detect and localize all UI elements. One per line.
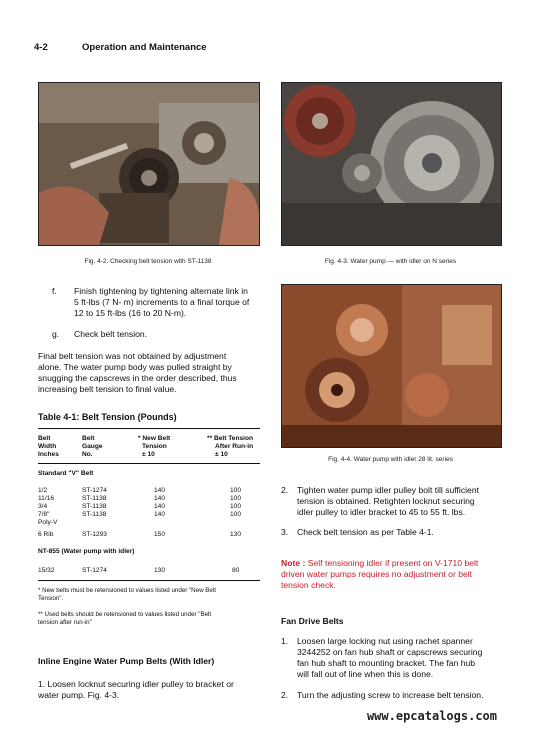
figure-4-2-caption: Fig. 4-2. Checking belt tension with ST-1138 xyxy=(84,258,212,265)
cell-width: 7/8" xyxy=(38,511,50,518)
header-line: After Run-in xyxy=(215,443,254,450)
inline-engine-heading: Inline Engine Water Pump Belts (With Idler) xyxy=(38,656,215,666)
table-header-run-in xyxy=(207,435,253,459)
cell-width: 11/16 xyxy=(38,495,55,502)
cell-width: 1/2 xyxy=(38,487,48,494)
step-line: water pump. Fig. 4-3. xyxy=(38,690,120,700)
note-line xyxy=(281,558,507,569)
fan-drive-heading: Fan Drive Belts xyxy=(281,616,344,626)
cell-new: 140 xyxy=(154,495,166,502)
header-line: ± 10 xyxy=(215,451,228,458)
table-header-rule xyxy=(38,463,260,464)
header-line: No. xyxy=(82,451,93,458)
header-line: * New Belt xyxy=(138,435,171,442)
cell-width: 3/4 xyxy=(38,503,48,510)
step-f-line: 5 ft-lbs (7 N- m) increments to a final torque of xyxy=(74,297,250,307)
cell-gauge: ST-1138 xyxy=(82,503,107,510)
table-row xyxy=(38,519,260,527)
step-line: will fall out of line when this is done. xyxy=(297,669,434,679)
step-line: idler pulley to idler bracket to 45 to 55 ft. lbs. xyxy=(297,507,466,517)
cell-new: 140 xyxy=(154,503,166,510)
step-2-text xyxy=(297,485,507,518)
step-g-letter: g. xyxy=(52,329,60,339)
table-header-width xyxy=(38,435,59,459)
table-section-nt855: NT-855 (Water pump with idler) xyxy=(38,548,135,555)
step-line: 1. Loosen locknut securing idler pulley to bracket or xyxy=(38,679,234,689)
figure-4-3-photo xyxy=(281,82,502,246)
cell-after: 100 xyxy=(230,503,242,510)
cell-gauge: ST-1138 xyxy=(82,511,107,518)
paragraph-line: snugging the capscrews in the order described, thus xyxy=(38,373,237,383)
cell-width: 15/32 xyxy=(38,567,55,574)
note-text: Self tensioning idler if present on V-1710 belt xyxy=(305,558,479,568)
table-row xyxy=(38,511,260,519)
table-footnote-new xyxy=(38,587,216,603)
paragraph-line: alone. The water pump body was pulled straight by xyxy=(38,362,232,372)
page-header-title: Operation and Maintenance xyxy=(82,42,207,53)
figure-4-4-photo xyxy=(281,284,502,448)
page-number: 4-2 xyxy=(34,42,48,53)
step-3-number: 3. xyxy=(281,527,289,537)
table-row xyxy=(38,503,260,511)
table-row xyxy=(38,495,260,503)
cell-gauge: ST-1293 xyxy=(82,531,107,538)
cell-gauge: ST-1274 xyxy=(82,567,107,574)
belt-tension-paragraph xyxy=(38,351,262,395)
header-line: ** Belt Tension xyxy=(207,435,254,442)
fan-step-2-text: Turn the adjusting screw to increase belt tension. xyxy=(297,690,484,700)
step-3-text: Check belt tension as per Table 4-1. xyxy=(297,527,434,537)
cell-after: 100 xyxy=(230,511,242,518)
note-line: driven water pumps requires no adjustment or belt xyxy=(281,569,473,579)
figure-4-4-caption: Fig. 4-4. Water pump with idler 28 lit. series xyxy=(328,456,453,463)
cell-new: 140 xyxy=(154,511,166,518)
header-line: ± 10 xyxy=(142,451,155,458)
footnote-line: ** Used belts should be retensioned to values listed under "Belt xyxy=(38,611,212,618)
cell-new: 150 xyxy=(154,531,166,538)
step-f-letter: f. xyxy=(52,286,57,296)
table-top-rule xyxy=(38,428,260,429)
figure-4-2-photo xyxy=(38,82,260,246)
table-row xyxy=(38,487,260,495)
cell-after: 130 xyxy=(230,531,242,538)
header-line: Gauge xyxy=(82,443,103,450)
footnote-line: * New belts must be retensioned to values listed under "New Belt xyxy=(38,587,216,594)
step-line: Tighten water pump idler pulley bolt till sufficient xyxy=(297,485,479,495)
table-row xyxy=(38,531,260,539)
step-2-number: 2. xyxy=(281,485,289,495)
inline-engine-step-1 xyxy=(38,679,264,701)
cell-after: 100 xyxy=(230,487,242,494)
note-line: tension check. xyxy=(281,580,336,590)
table-header-new-belt xyxy=(138,435,170,459)
fan-step-1-number: 1. xyxy=(281,636,289,646)
step-line: 3244252 on fan hub shaft or capscrews securing xyxy=(297,647,483,657)
cell-width: 6 Rib xyxy=(38,531,54,538)
cell-after: 100 xyxy=(230,495,242,502)
footnote-line: Tension". xyxy=(38,595,64,602)
table-footnote-used xyxy=(38,611,211,627)
footnote-line: tension after run-in" xyxy=(38,619,92,626)
header-line: Inches xyxy=(38,451,59,458)
header-line: Belt xyxy=(38,435,51,442)
header-line: Tension xyxy=(142,443,167,450)
header-line: Belt xyxy=(82,435,95,442)
table-section-standard-v: Standard "V" Belt xyxy=(38,470,94,477)
table-bottom-rule xyxy=(38,580,260,581)
step-line: fan hub shaft to mounting bracket. The fan hub xyxy=(297,658,476,668)
fan-step-1-text xyxy=(297,636,509,680)
step-f-text xyxy=(74,286,264,319)
note-label: Note : xyxy=(281,558,306,568)
table-title: Table 4-1: Belt Tension (Pounds) xyxy=(38,412,177,422)
cell-gauge: ST-1138 xyxy=(82,495,107,502)
step-f-line: Finish tightening by tightening alternate link in xyxy=(74,286,248,296)
table-row xyxy=(38,567,260,575)
cell-width: Poly-V xyxy=(38,519,58,526)
paragraph-line: increasing belt tension to final value. xyxy=(38,384,177,394)
step-line: Loosen large locking nut using rachet spanner xyxy=(297,636,473,646)
step-f-line: 12 to 15 ft-lbs (16 to 20 N-m). xyxy=(74,308,187,318)
table-header-gauge xyxy=(82,435,103,459)
step-line: tension is obtained. Retighten locknut securing xyxy=(297,496,475,506)
cell-after: 80 xyxy=(232,567,240,574)
header-line: Width xyxy=(38,443,57,450)
cell-new: 130 xyxy=(154,567,166,574)
footer-url[interactable]: www.epcatalogs.com xyxy=(366,709,497,723)
step-g-text: Check belt tension. xyxy=(74,329,148,339)
cell-new: 140 xyxy=(154,487,166,494)
paragraph-line: Final belt tension was not obtained by adjustment xyxy=(38,351,227,361)
cell-gauge: ST-1274 xyxy=(82,487,107,494)
figure-4-3-caption: Fig. 4-3. Water pump — with idler on N series xyxy=(324,258,457,265)
fan-step-2-number: 2. xyxy=(281,690,289,700)
self-tensioning-note xyxy=(281,558,507,591)
